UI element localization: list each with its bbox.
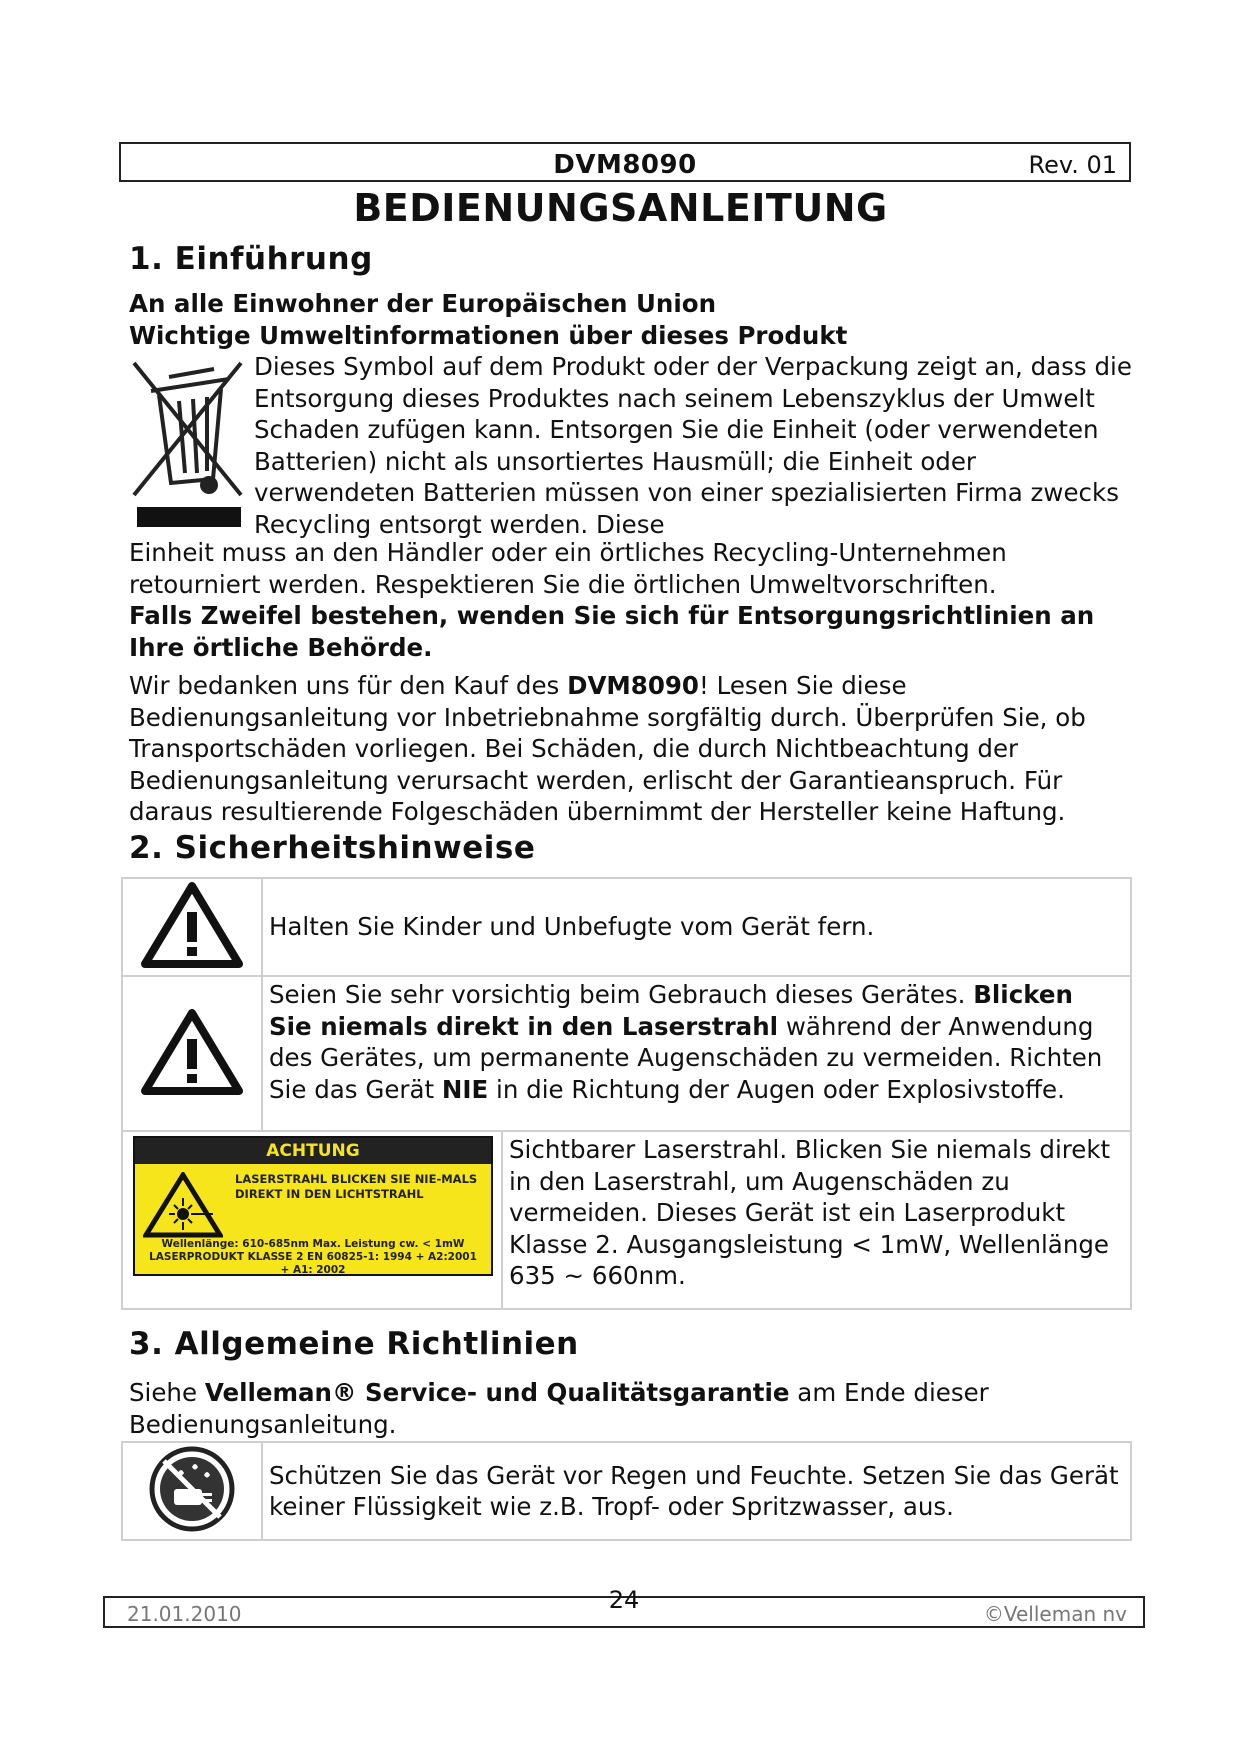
no-water-icon xyxy=(148,1445,236,1533)
warning-triangle-icon xyxy=(139,880,245,970)
laser-warning-label xyxy=(133,1136,493,1276)
safety-text-cell xyxy=(262,1442,1131,1540)
laser-label-spec: Wellenlänge: 610-685nm Max. Leistung cw. < 1mW LASERPRODUKT KLASSE 2 EN 60825-1: 1994 + A2:2001 + A1: 2002 xyxy=(149,1238,477,1276)
safety-row xyxy=(122,1131,1131,1309)
laser-spec-text: Sichtbarer Laserstrahl. Blicken Sie niemals direkt in den Laserstrahl, um Augenschäden zu vermeiden. Dieses Gerät ist ein Laserprodukt Klasse 2. Ausgangsleistung < 1mW, Wellenlänge 635 ~ 660nm. xyxy=(509,1135,1111,1290)
document-header xyxy=(119,142,1131,182)
safety-text-cell xyxy=(262,976,1131,1131)
thanks-paragraph xyxy=(129,670,1129,828)
general-guidelines-table xyxy=(121,1441,1132,1541)
laser-warning-emphasis: Blicken Sie niemals direkt in den Laserstrahl xyxy=(269,980,1073,1041)
laser-hazard-icon xyxy=(143,1172,223,1238)
guarantee-name: Velleman® Service- und Qualitätsgarantie xyxy=(204,1378,790,1407)
footer-date: 21.01.2010 xyxy=(127,1602,242,1626)
laser-label-heading: ACHTUNG xyxy=(135,1138,491,1164)
thanks-model: DVM8090 xyxy=(567,671,699,700)
thanks-intro: Wir bedanken uns für den Kauf des xyxy=(129,671,568,700)
guarantee-note xyxy=(129,1377,1129,1440)
warning-triangle-icon xyxy=(139,1007,245,1097)
safety-text-cell xyxy=(502,1131,1131,1309)
eu-heading-line1: An alle Einwohner der Europäischen Union xyxy=(129,289,717,318)
moisture-warning-text: Schützen Sie das Gerät vor Regen und Feuchte. Setzen Sie das Gerät keiner Flüssigkeit wie z.B. Tropf- oder Spritzwasser, aus. xyxy=(269,1460,1119,1521)
safety-row xyxy=(122,1442,1131,1540)
safety-table xyxy=(121,877,1132,1132)
weee-disposal-text: Dieses Symbol auf dem Produkt oder der Verpackung zeigt an, dass die Entsorgung dieses Produktes nach seinem Lebenszyklus der Umwelt Schaden zufügen kann. Entsorgen Sie die Einheit (oder verwendeten Batterien) nicht als unsortiertes Hausmüll; die Einheit oder verwendeten Batterien müssen von einer spezialisierten Firma zwecks Recycling entsorgt werden. Diese xyxy=(254,352,1132,539)
page-footer xyxy=(103,1586,1145,1628)
laser-warning-part: Seien Sie sehr vorsichtig beim Gebrauch dieses Gerätes. xyxy=(269,980,974,1009)
laser-label-warning: LASERSTRAHL BLICKEN SIE NIE-MALS DIREKT IN DEN LICHTSTRAHL xyxy=(235,1172,478,1201)
safety-icon-cell xyxy=(122,878,262,976)
laser-warning-never: NIE xyxy=(441,1074,489,1104)
guarantee-note-part: am Ende dieser Bedienungsanleitung. xyxy=(129,1378,989,1439)
page-number: 24 xyxy=(608,1586,640,1614)
laser-warning-part: in die Richtung der Augen oder Explosivstoffe. xyxy=(488,1074,1065,1104)
section-heading-introduction: 1. Einführung xyxy=(129,241,373,277)
safety-row xyxy=(122,878,1131,976)
laser-label-cell xyxy=(122,1131,502,1309)
thanks-body: ! Lesen Sie diese Bedienungsanleitung vor Inbetriebnahme sorgfältig durch. Überprüfen Sie, ob Transportschäden vorliegen. Bei Schäden, die durch Nichtbeachtung der Bedienungsanleitung verursacht werden, erlischt der Garantieanspruch. Für daraus resultierende Folgeschäden übernimmt der Hersteller keine Haftung. xyxy=(129,671,1086,826)
revision-label: Rev. 01 xyxy=(1028,151,1117,179)
weee-bin-icon xyxy=(129,355,249,530)
section-heading-general: 3. Allgemeine Richtlinien xyxy=(129,1326,579,1362)
safety-row xyxy=(122,976,1131,1131)
footer-copyright: ©Velleman nv xyxy=(983,1602,1127,1626)
weee-disposal-text-continued: Einheit muss an den Händler oder ein örtliches Recycling-Unternehmen retourniert werden. Respektieren Sie die örtlichen Umweltvorschriften. xyxy=(129,538,1007,599)
safety-text-cell xyxy=(262,878,1131,976)
eu-heading-line2: Wichtige Umweltinformationen über dieses Produkt xyxy=(129,321,848,350)
laser-warning-part: während der Anwendung des Gerätes, um permanente Augenschäden zu vermeiden. Richten Sie das Gerät xyxy=(269,1011,1103,1104)
model-number: DVM8090 xyxy=(553,150,697,180)
section-heading-safety: 2. Sicherheitshinweise xyxy=(129,830,536,866)
page-title: BEDIENUNGSANLEITUNG xyxy=(353,186,888,230)
safety-laser-warning-text xyxy=(263,977,1130,1107)
laser-label-table xyxy=(121,1130,1132,1310)
disposal-doubt-note: Falls Zweifel bestehen, wenden Sie sich für Entsorgungsrichtlinien an Ihre örtliche Behörde. xyxy=(129,601,1095,662)
safety-icon-cell xyxy=(122,976,262,1131)
safety-icon-cell xyxy=(122,1442,262,1540)
safety-children-text: Halten Sie Kinder und Unbefugte vom Gerät fern. xyxy=(269,912,875,942)
guarantee-note-part: Siehe xyxy=(129,1378,205,1407)
